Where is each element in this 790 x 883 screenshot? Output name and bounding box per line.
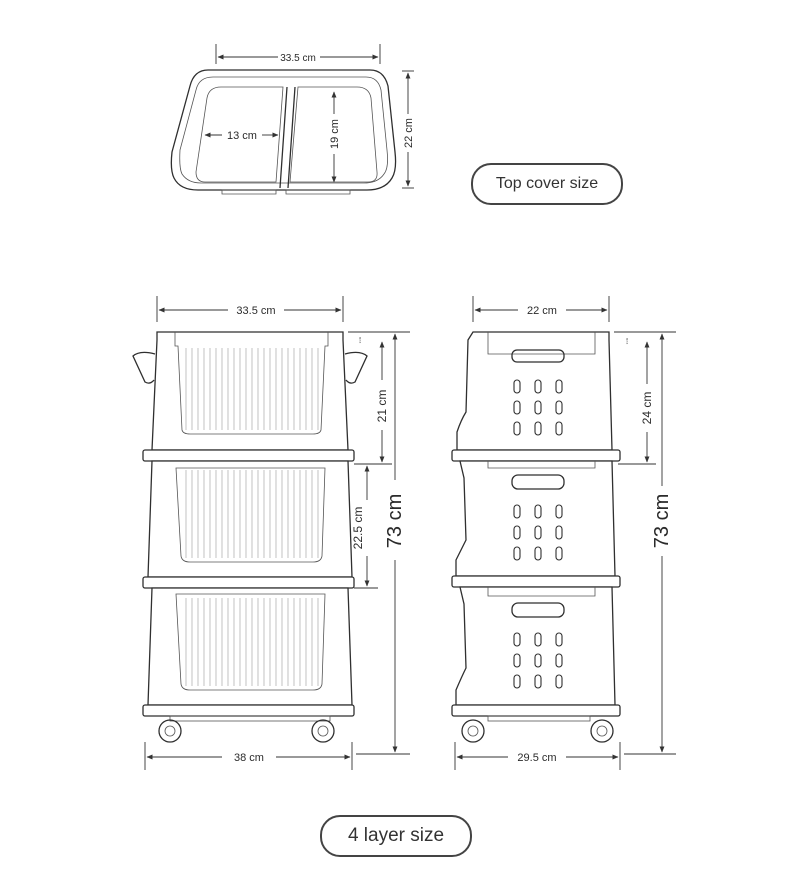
front-middle-height-label: 22.5 cm bbox=[351, 506, 365, 550]
top-cover-width-label: 33.5 cm bbox=[280, 53, 316, 64]
top-cover-inner-width-label: 13 cm bbox=[227, 130, 257, 142]
front-top-width-label: 33.5 cm bbox=[236, 305, 276, 317]
front-small-label: 3 cm bbox=[358, 336, 362, 344]
front-basket-height-label: 21 cm bbox=[375, 389, 389, 423]
front-view-drawing bbox=[133, 332, 367, 742]
side-view-drawing bbox=[452, 332, 620, 742]
side-top-width-label: 22 cm bbox=[527, 305, 557, 317]
side-base-width-label: 29.5 cm bbox=[517, 752, 557, 764]
top-cover-depth-label: 22 cm bbox=[403, 118, 415, 148]
front-base-width-label: 38 cm bbox=[234, 752, 264, 764]
top-cover-drawing bbox=[171, 70, 395, 194]
top-cover-inner-depth-label: 19 cm bbox=[329, 119, 341, 149]
top-cover-caption: Top cover size bbox=[471, 163, 623, 205]
side-total-height-label: 73 cm bbox=[651, 493, 673, 549]
side-small-label: 3 cm bbox=[625, 337, 629, 345]
side-basket-height-label: 24 cm bbox=[640, 391, 654, 425]
front-total-height-label: 73 cm bbox=[384, 493, 406, 549]
layer-size-caption: 4 layer size bbox=[320, 815, 472, 857]
top-cover-dimensions bbox=[205, 44, 414, 188]
